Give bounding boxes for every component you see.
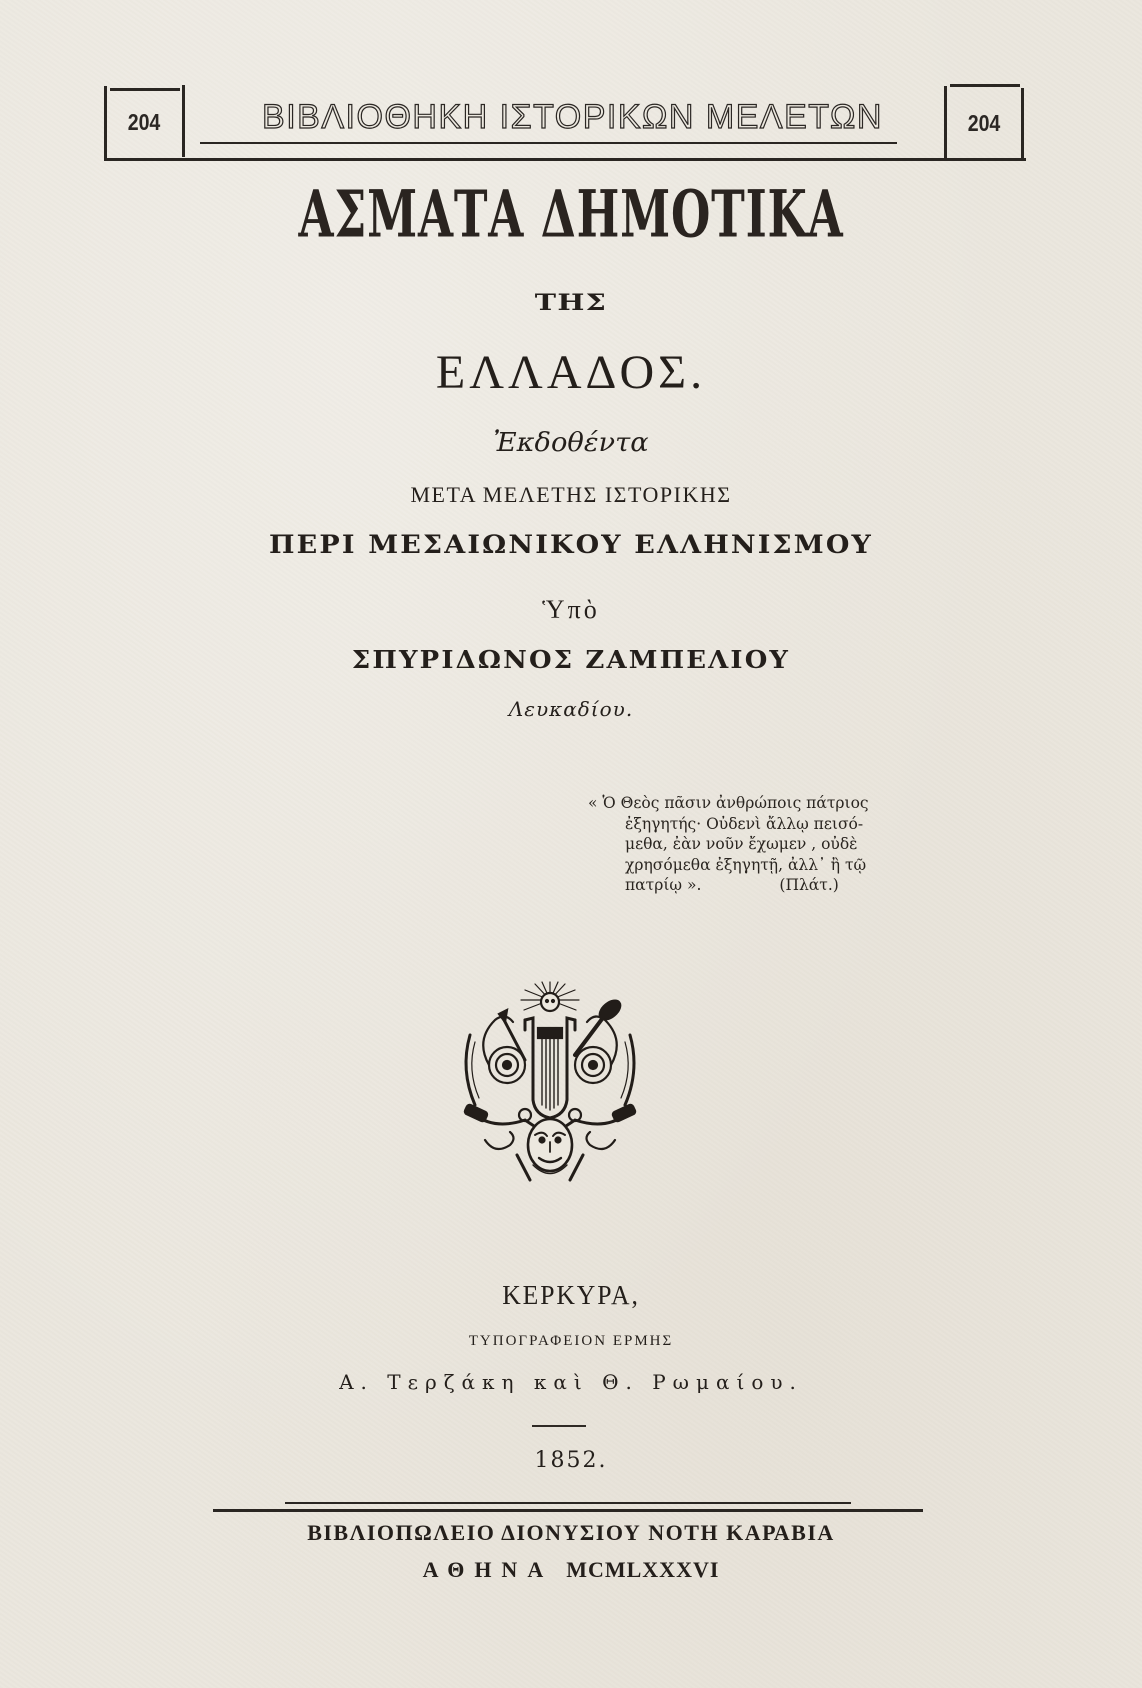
reprint-publisher: ΒΙΒΛΙΟΠΩΛΕΙΟ ΔΙΟΝΥΣΙΟΥ ΝΟΤΗ ΚΑΡΑΒΙΑ bbox=[307, 1520, 835, 1545]
header-right-box-left bbox=[944, 86, 947, 158]
study-label: ΜΕΤΑ ΜΕΛΕΤΗΣ ΙΣΤΟΡΙΚΗΣ bbox=[410, 482, 732, 507]
book-title: ΑΣΜΑΤΑ ΔΗΜΟΤΙΚΑ bbox=[298, 175, 844, 253]
series-title-underline bbox=[200, 142, 897, 144]
reprint-year: MCMLXXXVI bbox=[566, 1557, 720, 1582]
title-article: ΤΗΣ bbox=[534, 290, 608, 316]
header-bottom-rule bbox=[104, 158, 1026, 161]
header-left-box-right bbox=[182, 85, 185, 157]
header-left-box-left bbox=[104, 86, 107, 160]
epigraph-line: πατρίῳ ». bbox=[625, 876, 702, 894]
imprint-year: 1852. bbox=[534, 1448, 608, 1473]
reprint-place-year bbox=[0, 1557, 1142, 1583]
imprint-printer-names: Α. Τερζάκη καὶ Θ. Ρωμαίου. bbox=[339, 1370, 803, 1394]
author-origin: Λευκαδίου. bbox=[508, 697, 634, 721]
footer-rule-lower bbox=[213, 1509, 923, 1512]
imprint-city: ΚΕΡΚΥΡΑ, bbox=[502, 1280, 640, 1310]
epigraph-line: μεθα, ἐὰν νοῦν ἔχωμεν , οὐδὲ bbox=[625, 835, 858, 853]
epigraph-line: ἐξηγητής· Οὐδενὶ ἄλλῳ πεισό- bbox=[625, 814, 864, 833]
by-label: Ὑπὸ bbox=[542, 595, 600, 624]
reprint-city: ΑΘΗΝΑ bbox=[422, 1557, 554, 1582]
series-number-right: 204 bbox=[967, 110, 1001, 136]
header-right-box-right bbox=[1021, 88, 1024, 160]
imprint-short-rule bbox=[532, 1425, 586, 1427]
series-title: ΒΙΒΛΙΟΘΗΚΗ ΙΣΤΟΡΙΚΩΝ ΜΕΛΕΤΩΝ bbox=[262, 98, 883, 136]
header-left-box-top bbox=[110, 88, 180, 91]
footer-rule-upper bbox=[285, 1502, 851, 1504]
epigraph-line: χρησόμεθα ἐξηγητῇ, ἀλλ᾽ ἢ τῷ bbox=[625, 855, 867, 874]
study-subject: ΠΕΡΙ ΜΕΣΑΙΩΝΙΚΟΥ ΕΛΛΗΝΙΣΜΟΥ bbox=[269, 530, 873, 559]
epigraph-attribution: (Πλάτ.) bbox=[779, 876, 839, 894]
epigraph-line: « Ὁ Θεὸς πᾶσιν ἀνθρώποις πάτριος bbox=[588, 794, 869, 812]
lyre-ornament-icon bbox=[455, 980, 645, 1185]
header-right-box-top bbox=[950, 84, 1020, 87]
published-label: Ἐκδοθέντα bbox=[493, 428, 649, 458]
imprint-printer: ΤΥΠΟΓΡΑΦΕΙΟΝ ΕΡΜΗΣ bbox=[468, 1333, 674, 1349]
series-number-left: 204 bbox=[127, 109, 161, 135]
epigraph-last-line bbox=[588, 875, 918, 896]
title-subject: ΕΛΛΑΔΟΣ. bbox=[435, 346, 707, 399]
author-name: ΣΠΥΡΙΔΩΝΟΣ ΖΑΜΠΕΛΙΟΥ bbox=[351, 645, 791, 674]
epigraph bbox=[588, 793, 918, 896]
